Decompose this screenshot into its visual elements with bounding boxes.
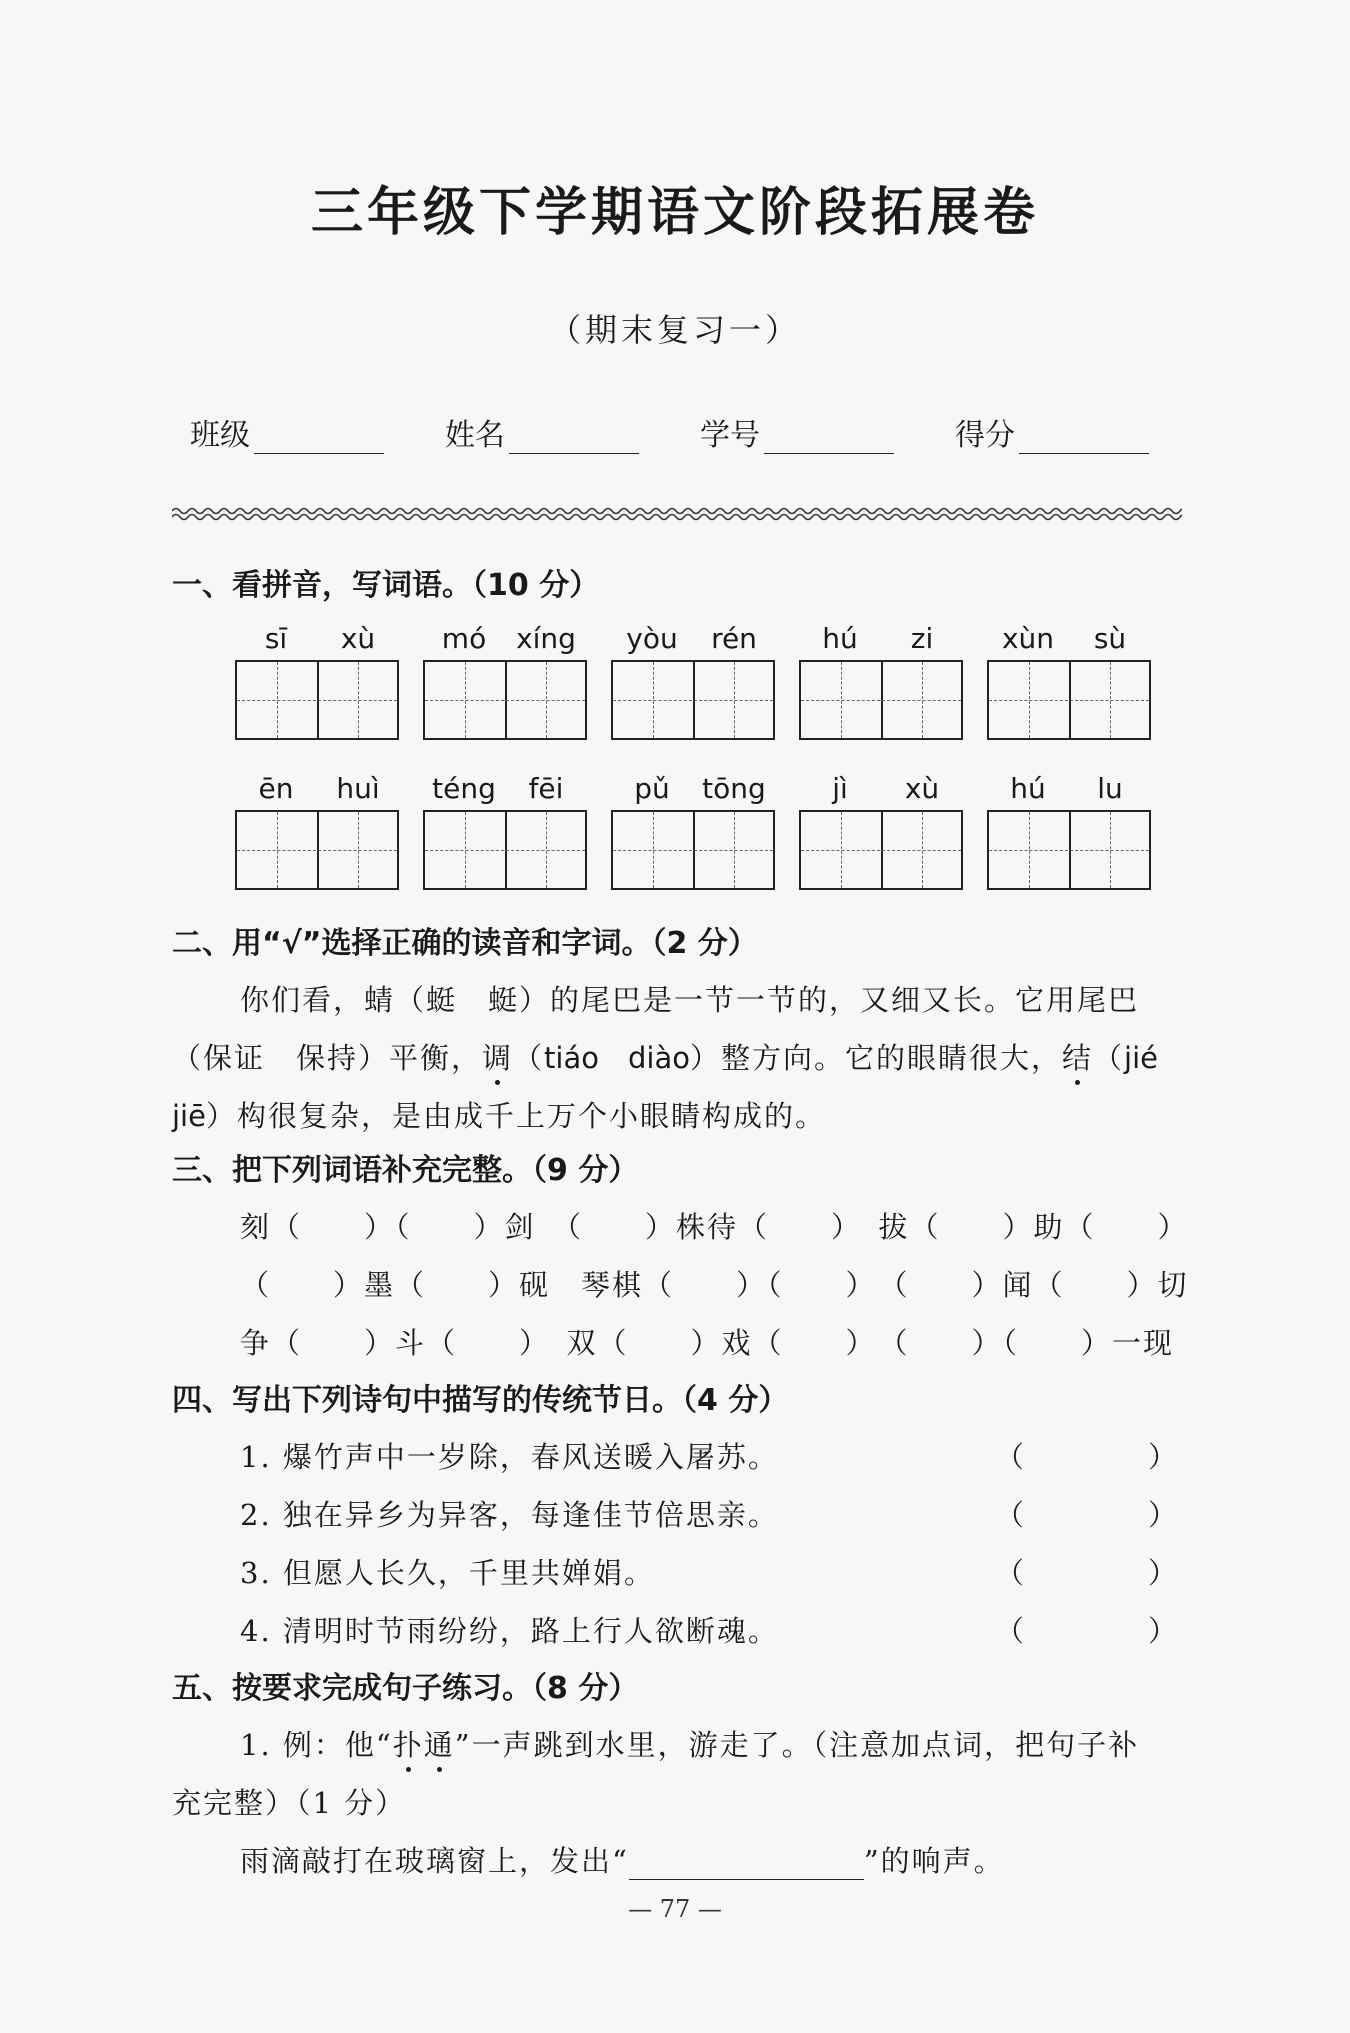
writing-box[interactable]: [987, 810, 1151, 890]
pinyin: xù: [340, 622, 376, 655]
pinyin: xíng: [516, 622, 576, 655]
s2-line-1: 你们看，蜻（蜓 蜓）的尾巴是一节一节的，又细又长。它用尾巴: [240, 983, 1140, 1017]
pinyin: rén: [711, 622, 757, 655]
section-1-heading: 一、看拼音，写词语。（10 分）: [172, 568, 600, 603]
pinyin: yòu: [626, 622, 678, 655]
name-label: 姓名: [445, 418, 505, 453]
s2-line-2: [172, 1036, 1158, 1077]
writing-box[interactable]: [987, 660, 1151, 740]
s2-pinyin-choice: tiáo diào: [544, 1041, 690, 1075]
s2-pinyin-choice: jié: [1124, 1041, 1158, 1075]
s3-line-2: （ ）墨（ ）砚 琴棋（ ）（ ） （ ）闻（ ）切: [240, 1268, 1189, 1302]
page-subtitle: （期末复习一）: [548, 311, 801, 349]
pinyin: tōng: [702, 772, 766, 805]
s5-q1-prompt: [240, 1839, 1005, 1880]
poem-line-4: 4. 清明时节雨纷纷，路上行人欲断魂。: [240, 1614, 779, 1648]
s2-choice-words: （保证 保持）平衡，: [172, 1041, 483, 1075]
student-info-row: [190, 410, 1170, 460]
pinyin: huì: [336, 772, 380, 805]
writing-box[interactable]: [423, 810, 587, 890]
score-blank[interactable]: [1019, 417, 1149, 454]
writing-box[interactable]: [799, 660, 963, 740]
class-field: [190, 410, 384, 454]
class-blank[interactable]: [254, 417, 384, 454]
section-4-heading: 四、写出下列诗句中描写的传统节日。（4 分）: [172, 1383, 789, 1418]
pinyin: lu: [1097, 772, 1123, 805]
writing-box[interactable]: [799, 810, 963, 890]
pinyin: pǔ: [634, 772, 670, 805]
writing-boxes-row-2: [235, 810, 1155, 894]
name-blank[interactable]: [509, 417, 639, 454]
poem-line-3: 3. 但愿人长久，千里共婵娟。: [240, 1556, 655, 1590]
wavy-divider: [172, 505, 1182, 523]
answer-paren-open: （: [995, 1556, 1025, 1590]
id-field: [700, 410, 894, 454]
section-3-heading: 三、把下列词语补充完整。（9 分）: [172, 1153, 639, 1188]
pinyin: jì: [832, 772, 848, 805]
name-field: [445, 410, 639, 454]
answer-paren-close: ）: [1148, 1440, 1178, 1474]
pinyin: hú: [822, 622, 858, 655]
pinyin: zi: [910, 622, 934, 655]
pinyin: téng: [432, 772, 496, 805]
answer-blank[interactable]: [629, 1849, 864, 1880]
poem-line-1: 1. 爆竹声中一岁除，春风送暖入屠苏。: [240, 1440, 779, 1474]
writing-box[interactable]: [423, 660, 587, 740]
pinyin: sī: [264, 622, 288, 655]
section-2-heading: 二、用“√”选择正确的读音和字词。（2 分）: [172, 926, 758, 961]
answer-paren-close: ）: [1148, 1498, 1178, 1532]
pinyin: sù: [1093, 622, 1127, 655]
s2-paren: （: [513, 1041, 545, 1075]
page-number: — 77 —: [628, 1895, 722, 1923]
s2-line-3: [172, 1094, 826, 1135]
s3-line-3: 争（ ）斗（ ） 双（ ）戏（ ） （ ）（ ）一现: [240, 1326, 1175, 1360]
pinyin: fēi: [528, 772, 564, 805]
dotted-char: 通: [423, 1728, 455, 1762]
writing-box[interactable]: [235, 660, 399, 740]
pinyin: xùn: [1001, 622, 1055, 655]
answer-paren-close: ）: [1148, 1614, 1178, 1648]
s5-q1-text: ”一声跳到水里，游走了。（注意加点词，把句子补: [454, 1728, 1140, 1762]
answer-paren-open: （: [995, 1440, 1025, 1474]
s5-q1-text: 1. 例：他“: [240, 1728, 393, 1762]
s2-text: ）整方向。它的眼睛很大，: [689, 1041, 1062, 1075]
answer-paren-close: ）: [1148, 1556, 1178, 1590]
s2-pinyin-choice: jiē: [172, 1099, 206, 1133]
poem-line-2: 2. 独在异乡为异客，每逢佳节倍思亲。: [240, 1498, 779, 1532]
s5-q1-line-2: 充完整）（1 分）: [172, 1786, 407, 1820]
dotted-char: 扑: [392, 1728, 424, 1762]
section-5-heading: 五、按要求完成句子练习。（8 分）: [172, 1671, 639, 1706]
answer-paren-open: （: [995, 1498, 1025, 1532]
answer-paren-open: （: [995, 1614, 1025, 1648]
s3-line-1: 刻（ ）（ ）剑 （ ）株待（ ） 拔（ ）助（ ）: [240, 1210, 1189, 1244]
writing-box[interactable]: [235, 810, 399, 890]
page-title: 三年级下学期语文阶段拓展卷: [310, 182, 1039, 243]
pinyin: hú: [1010, 772, 1046, 805]
s5-q1-prompt-text: ”的响声。: [863, 1844, 1005, 1878]
writing-box[interactable]: [611, 810, 775, 890]
s5-q1-prompt-text: 雨滴敲打在玻璃窗上，发出“: [240, 1844, 629, 1878]
id-blank[interactable]: [764, 417, 894, 454]
s2-text: ）构很复杂，是由成千上万个小眼睛构成的。: [205, 1099, 826, 1133]
pinyin: ēn: [258, 772, 294, 805]
pinyin: mó: [441, 622, 487, 655]
dotted-char: 结: [1061, 1041, 1093, 1075]
writing-box[interactable]: [611, 660, 775, 740]
s5-q1-line-1: [240, 1723, 1139, 1764]
class-label: 班级: [190, 418, 250, 453]
id-label: 学号: [700, 418, 760, 453]
writing-boxes-row-1: [235, 660, 1155, 744]
pinyin: xù: [904, 772, 940, 805]
dotted-char: 调: [482, 1041, 514, 1075]
s2-paren: （: [1093, 1041, 1125, 1075]
score-label: 得分: [955, 418, 1015, 453]
score-field: [955, 410, 1149, 454]
